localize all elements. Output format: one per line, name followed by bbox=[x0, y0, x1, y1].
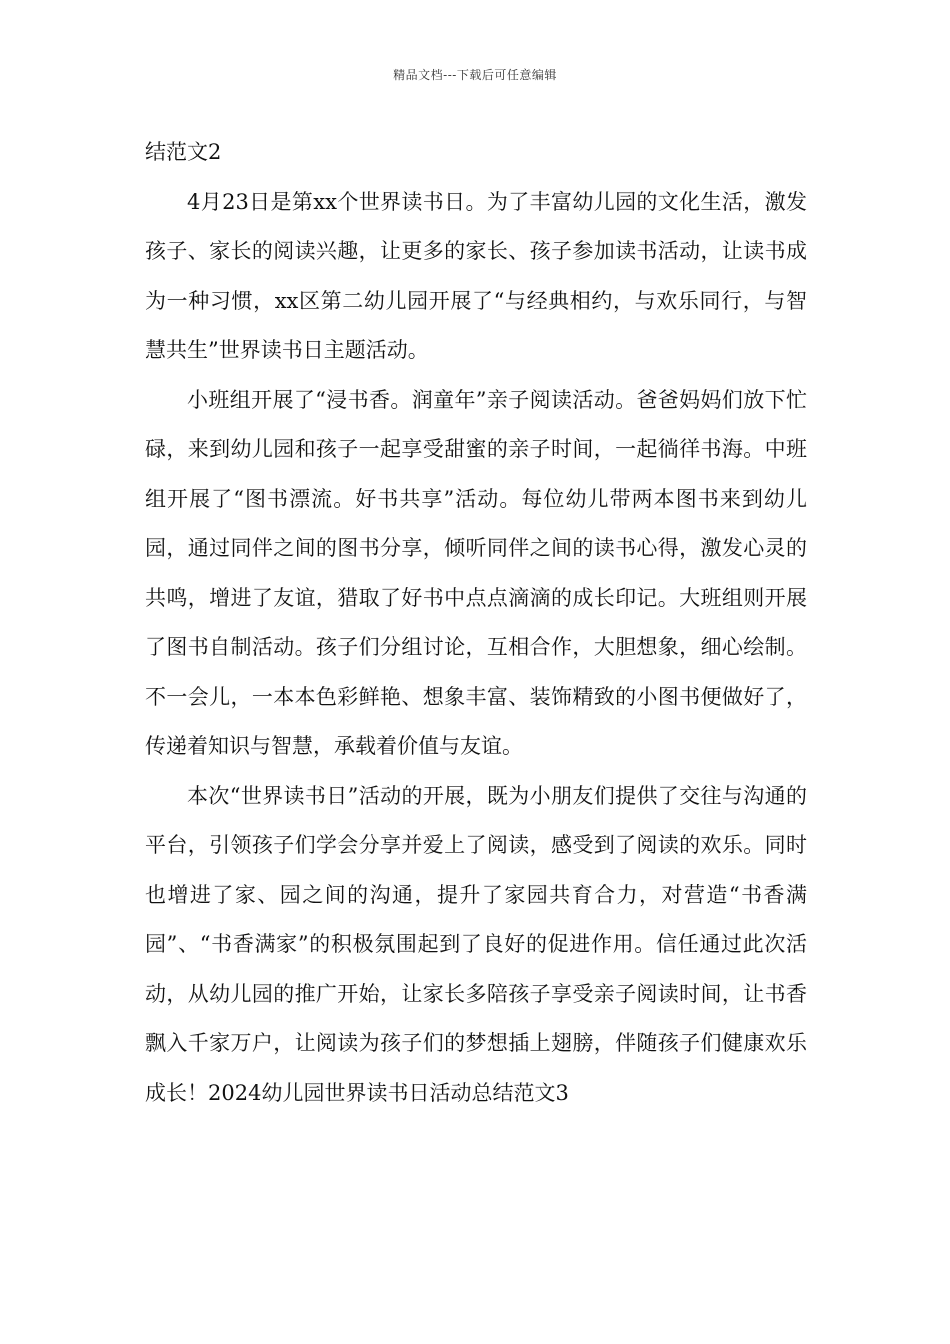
document-body bbox=[145, 128, 807, 1118]
page-header: 精品文档---下载后可任意编辑 bbox=[393, 68, 557, 82]
paragraph-summary: 本次“世界读书日”活动的开展，既为小朋友们提供了交往与沟通的平台，引领孩子们学会分享并爱上了阅读，感受到了阅读的欢乐。同时也增进了家、园之间的沟通，提升了家园共育合力，对营造“书香满园”、“书香满家”的积极氛围起到了良好的促进作用。信任通过此次活动，从幼儿园的推广开始，让家长多陪孩子享受亲子阅读时间，让书香飘入千家万户，让阅读为孩子们的梦想插上翅膀，伴随孩子们健康欢乐成长！2024幼儿园世界读书日活动总结范文3 bbox=[145, 783, 807, 1105]
section-heading-line: 结范文2 bbox=[145, 140, 222, 164]
paragraph-activities: 小班组开展了“浸书香。润童年”亲子阅读活动。爸爸妈妈们放下忙碌，来到幼儿园和孩子一起享受甜蜜的亲子时间，一起徜徉书海。中班组开展了“图书漂流。好书共享”活动。每位幼儿带两本图书来到幼儿园，通过同伴之间的图书分享，倾听同伴之间的读书心得，激发心灵的共鸣，增进了友谊，猎取了好书中点点滴滴的成长印记。大班组则开展了图书自制活动。孩子们分组讨论，互相合作，大胆想象，细心绘制。不一会儿，一本本色彩鲜艳、想象丰富、装饰精致的小图书便做好了，传递着知识与智慧，承载着价值与友谊。 bbox=[145, 387, 807, 758]
paragraph-intro: 4月23日是第xx个世界读书日。为了丰富幼儿园的文化生活，激发孩子、家长的阅读兴趣，让更多的家长、孩子参加读书活动，让读书成为一种习惯，xx区第二幼儿园开展了“与经典相约，与欢乐同行，与智慧共生”世界读书日主题活动。 bbox=[145, 189, 807, 362]
